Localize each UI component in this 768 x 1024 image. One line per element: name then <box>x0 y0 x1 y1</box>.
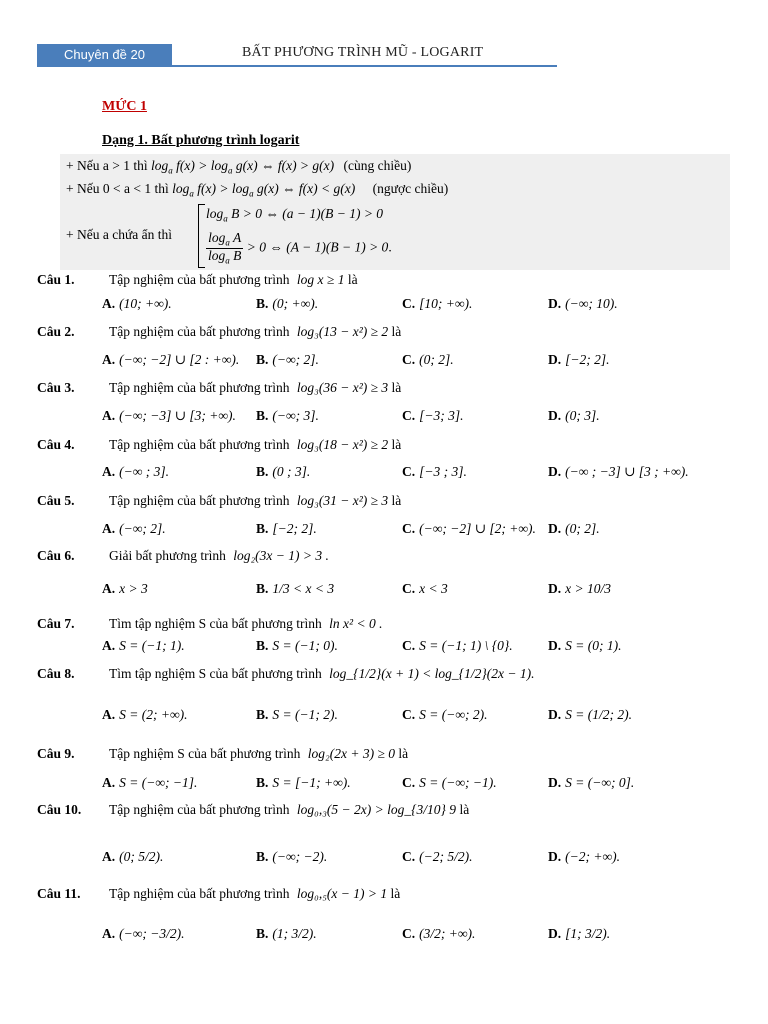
system-bracket <box>198 204 205 268</box>
option-value: (0; +∞). <box>272 296 319 311</box>
option-c[interactable] <box>402 775 497 791</box>
option-value: (−∞; −3] ∪ [3; +∞). <box>119 408 236 423</box>
question-expression: log₃(13 − x²) ≥ 2 <box>296 324 389 339</box>
topic-tag: Chuyên đề 20 <box>37 44 172 65</box>
option-letter: D. <box>548 581 562 596</box>
option-b[interactable] <box>256 849 327 865</box>
question-1 <box>37 272 358 288</box>
question-text: Tập nghiệm S của bất phương trình <box>109 746 304 761</box>
question-number: Câu 5. <box>37 493 75 508</box>
question-8 <box>37 666 534 682</box>
theory-rule-3: + Nếu a chứa ẩn thì <box>66 227 173 242</box>
option-d[interactable] <box>548 521 600 537</box>
question-expression: ln x² < 0 . <box>329 616 383 631</box>
question-expression: log x ≥ 1 <box>296 272 345 287</box>
option-value: (0; 2]. <box>419 352 454 367</box>
system-line-2: $\frac{\log_a A}{\log_a B}$ > 0 ⇔ (A − 1)(B − 1) > 0. <box>208 230 392 266</box>
level-heading: MỨC 1 <box>102 99 147 114</box>
log-ratio-fraction: $\frac{\log_a A}{\log_a B}$ <box>208 230 242 266</box>
option-value: S = (2; +∞). <box>119 707 188 722</box>
option-b[interactable] <box>256 926 317 942</box>
question-3 <box>37 380 401 396</box>
option-c[interactable] <box>402 926 475 942</box>
option-letter: A. <box>102 296 116 311</box>
question-text: Tập nghiệm của bất phương trình <box>109 272 293 287</box>
option-letter: A. <box>102 849 116 864</box>
option-value: S = (−1; 1) \ {0}. <box>419 638 513 653</box>
option-a[interactable] <box>102 581 148 597</box>
option-value: (3/2; +∞). <box>419 926 476 941</box>
question-number: Câu 1. <box>37 272 75 287</box>
option-letter: A. <box>102 926 116 941</box>
question-text: Tập nghiệm của bất phương trình <box>109 324 293 339</box>
option-value: [−3 ; 3]. <box>419 464 467 479</box>
option-d[interactable] <box>548 296 618 312</box>
option-value: (−∞; −2] ∪ [2; +∞). <box>419 521 536 536</box>
option-letter: D. <box>548 926 562 941</box>
option-letter: D. <box>548 707 562 722</box>
question-10 <box>37 802 469 818</box>
option-a[interactable] <box>102 408 236 424</box>
rule-1-prefix: + Nếu a > 1 thì <box>66 158 148 173</box>
option-letter: C. <box>402 408 416 423</box>
question-number: Câu 3. <box>37 380 75 395</box>
option-letter: D. <box>548 352 562 367</box>
option-value: [−2; 2]. <box>272 521 317 536</box>
option-letter: D. <box>548 775 562 790</box>
option-a[interactable] <box>102 638 185 654</box>
header-rule <box>37 65 557 67</box>
option-letter: C. <box>402 707 416 722</box>
option-letter: A. <box>102 521 116 536</box>
option-letter: B. <box>256 408 269 423</box>
question-9 <box>37 746 408 762</box>
option-value: (−∞; −3/2). <box>119 926 185 941</box>
option-value: (10; +∞). <box>119 296 172 311</box>
rule-2-prefix: + Nếu 0 < a < 1 thì <box>66 181 169 196</box>
question-text: Tập nghiệm của bất phương trình <box>109 437 293 452</box>
question-expression: log₃(18 − x²) ≥ 2 <box>296 437 389 452</box>
option-letter: B. <box>256 521 269 536</box>
option-a[interactable] <box>102 775 197 791</box>
question-text: Tìm tập nghiệm S của bất phương trình <box>109 666 326 681</box>
option-letter: A. <box>102 707 116 722</box>
option-letter: C. <box>402 464 416 479</box>
option-value: (−∞; −2). <box>272 849 328 864</box>
option-b[interactable] <box>256 775 351 791</box>
theory-rule-1: + Nếu a > 1 thì $\log_a f(x) > \log_a g(x)$ ⇔ f(x) > g(x) (cùng chiều) <box>66 158 412 176</box>
question-5 <box>37 493 401 509</box>
option-letter: D. <box>548 296 562 311</box>
option-value: 1/3 < x < 3 <box>272 581 335 596</box>
option-value: (−∞ ; 3]. <box>119 464 169 479</box>
question-number: Câu 10. <box>37 802 82 817</box>
option-value: (−∞; 10). <box>565 296 618 311</box>
option-d[interactable] <box>548 707 632 723</box>
option-value: S = [−1; +∞). <box>272 775 351 790</box>
question-tail: là <box>456 802 470 817</box>
option-letter: A. <box>102 638 116 653</box>
option-a[interactable] <box>102 464 169 480</box>
option-value: [10; +∞). <box>419 296 473 311</box>
question-expression: log_{1/2}(x + 1) < log_{1/2}(2x − 1). <box>329 666 535 681</box>
option-letter: B. <box>256 581 269 596</box>
option-d[interactable] <box>548 581 611 597</box>
option-d[interactable] <box>548 849 620 865</box>
question-tail: là <box>388 380 402 395</box>
question-text: Tìm tập nghiệm S của bất phương trình <box>109 616 326 631</box>
option-b[interactable] <box>256 464 310 480</box>
option-letter: D. <box>548 849 562 864</box>
option-value: (−∞; 2]. <box>272 352 319 367</box>
question-7 <box>37 616 382 632</box>
question-number: Câu 7. <box>37 616 75 631</box>
option-a[interactable] <box>102 707 187 723</box>
option-d[interactable] <box>548 926 610 942</box>
question-expression: log₃(31 − x²) ≥ 3 <box>296 493 389 508</box>
option-c[interactable] <box>402 464 467 480</box>
option-letter: A. <box>102 408 116 423</box>
question-4 <box>37 437 401 453</box>
option-value: S = (−∞; −1). <box>419 775 497 790</box>
option-letter: A. <box>102 581 116 596</box>
option-letter: B. <box>256 296 269 311</box>
option-value: x < 3 <box>419 581 448 596</box>
option-letter: A. <box>102 775 116 790</box>
option-letter: B. <box>256 352 269 367</box>
option-letter: D. <box>548 638 562 653</box>
option-value: (0; 2]. <box>565 521 600 536</box>
option-a[interactable] <box>102 352 239 368</box>
option-letter: C. <box>402 775 416 790</box>
question-expression: log₂(2x + 3) ≥ 0 <box>307 746 395 761</box>
option-value: S = (−∞; 0]. <box>565 775 635 790</box>
option-letter: B. <box>256 775 269 790</box>
question-tail: là <box>344 272 358 287</box>
option-value: S = (−∞; 2). <box>419 707 488 722</box>
option-c[interactable] <box>402 521 536 537</box>
option-b[interactable] <box>256 707 338 723</box>
question-expression: log₀,₅(x − 1) > 1 <box>296 886 388 901</box>
option-letter: D. <box>548 464 562 479</box>
option-d[interactable] <box>548 464 689 480</box>
option-letter: B. <box>256 926 269 941</box>
theory-box <box>60 154 730 270</box>
option-letter: A. <box>102 464 116 479</box>
option-value: [1; 3/2). <box>565 926 611 941</box>
option-value: (−∞ ; −3] ∪ [3 ; +∞). <box>565 464 689 479</box>
option-letter: C. <box>402 521 416 536</box>
option-value: S = (−1; 2). <box>272 707 338 722</box>
question-text: Tập nghiệm của bất phương trình <box>109 493 293 508</box>
option-c[interactable] <box>402 581 448 597</box>
option-value: x > 10/3 <box>565 581 611 596</box>
option-value: S = (−1; 0). <box>272 638 338 653</box>
option-value: S = (0; 1). <box>565 638 622 653</box>
option-b[interactable] <box>256 581 334 597</box>
option-b[interactable] <box>256 521 317 537</box>
question-tail: là <box>388 437 402 452</box>
option-c[interactable] <box>402 707 487 723</box>
question-text: Giải bất phương trình <box>109 548 230 563</box>
option-letter: B. <box>256 849 269 864</box>
question-expression: log₃(36 − x²) ≥ 3 <box>296 380 389 395</box>
option-letter: D. <box>548 408 562 423</box>
question-11 <box>37 886 400 902</box>
option-letter: C. <box>402 849 416 864</box>
system-line-1: $\log_a B > 0$ ⇔ (a − 1)(B − 1) > 0 <box>206 206 384 224</box>
option-letter: C. <box>402 638 416 653</box>
section-heading: Dạng 1. Bất phương trình logarit <box>102 131 320 151</box>
option-a[interactable] <box>102 296 172 312</box>
option-value: (1; 3/2). <box>272 926 317 941</box>
question-number: Câu 2. <box>37 324 75 339</box>
question-text: Tập nghiệm của bất phương trình <box>109 886 293 901</box>
option-b[interactable] <box>256 638 338 654</box>
option-letter: C. <box>402 296 416 311</box>
option-value: (−∞; −2] ∪ [2 : +∞). <box>119 352 240 367</box>
option-letter: B. <box>256 638 269 653</box>
question-6 <box>37 548 329 564</box>
option-c[interactable] <box>402 849 472 865</box>
question-tail: là <box>395 746 409 761</box>
option-c[interactable] <box>402 296 472 312</box>
question-expression: log₀,₃(5 − 2x) > log_{3/10} 9 <box>296 802 457 817</box>
page-header <box>37 44 557 66</box>
option-letter: C. <box>402 352 416 367</box>
option-value: (−2; 5/2). <box>419 849 473 864</box>
option-value: (−∞; 2]. <box>119 521 166 536</box>
option-value: (−∞; 3]. <box>272 408 319 423</box>
option-letter: A. <box>102 352 116 367</box>
option-c[interactable] <box>402 408 464 424</box>
option-c[interactable] <box>402 638 513 654</box>
option-b[interactable] <box>256 352 319 368</box>
question-tail: là <box>388 324 402 339</box>
option-a[interactable] <box>102 849 163 865</box>
option-letter: D. <box>548 521 562 536</box>
question-tail: là <box>388 493 402 508</box>
option-value: (0; 3]. <box>565 408 600 423</box>
question-number: Câu 9. <box>37 746 75 761</box>
option-c[interactable] <box>402 352 454 368</box>
option-value: (0 ; 3]. <box>272 464 311 479</box>
option-value: S = (1/2; 2). <box>565 707 632 722</box>
question-expression: log₂(3x − 1) > 3 . <box>233 548 329 563</box>
option-value: (0; 5/2). <box>119 849 164 864</box>
question-number: Câu 6. <box>37 548 75 563</box>
option-d[interactable] <box>548 638 621 654</box>
option-a[interactable] <box>102 926 184 942</box>
option-a[interactable] <box>102 521 166 537</box>
option-b[interactable] <box>256 296 318 312</box>
theory-rule-2: + Nếu 0 < a < 1 thì $\log_a f(x) > \log_a g(x)$ ⇔ f(x) < g(x) (ngược chiều) <box>66 181 449 199</box>
question-text: Tập nghiệm của bất phương trình <box>109 380 293 395</box>
option-letter: B. <box>256 707 269 722</box>
option-d[interactable] <box>548 408 600 424</box>
option-letter: C. <box>402 581 416 596</box>
question-tail: là <box>387 886 401 901</box>
option-value: S = (−1; 1). <box>119 638 185 653</box>
rule-1-note: (cùng chiều) <box>343 158 412 173</box>
question-text: Tập nghiệm của bất phương trình <box>109 802 293 817</box>
question-number: Câu 8. <box>37 666 75 681</box>
question-2 <box>37 324 401 340</box>
question-number: Câu 11. <box>37 886 81 901</box>
topic-title: BẤT PHƯƠNG TRÌNH MŨ - LOGARIT <box>242 45 484 60</box>
option-letter: C. <box>402 926 416 941</box>
option-value: [−2; 2]. <box>565 352 610 367</box>
option-value: S = (−∞; −1]. <box>119 775 198 790</box>
option-b[interactable] <box>256 408 319 424</box>
option-letter: B. <box>256 464 269 479</box>
rule-2-note: (ngược chiều) <box>372 181 449 196</box>
option-value: (−2; +∞). <box>565 849 620 864</box>
option-d[interactable] <box>548 775 634 791</box>
option-d[interactable] <box>548 352 610 368</box>
option-value: [−3; 3]. <box>419 408 464 423</box>
question-number: Câu 4. <box>37 437 75 452</box>
option-value: x > 3 <box>119 581 148 596</box>
